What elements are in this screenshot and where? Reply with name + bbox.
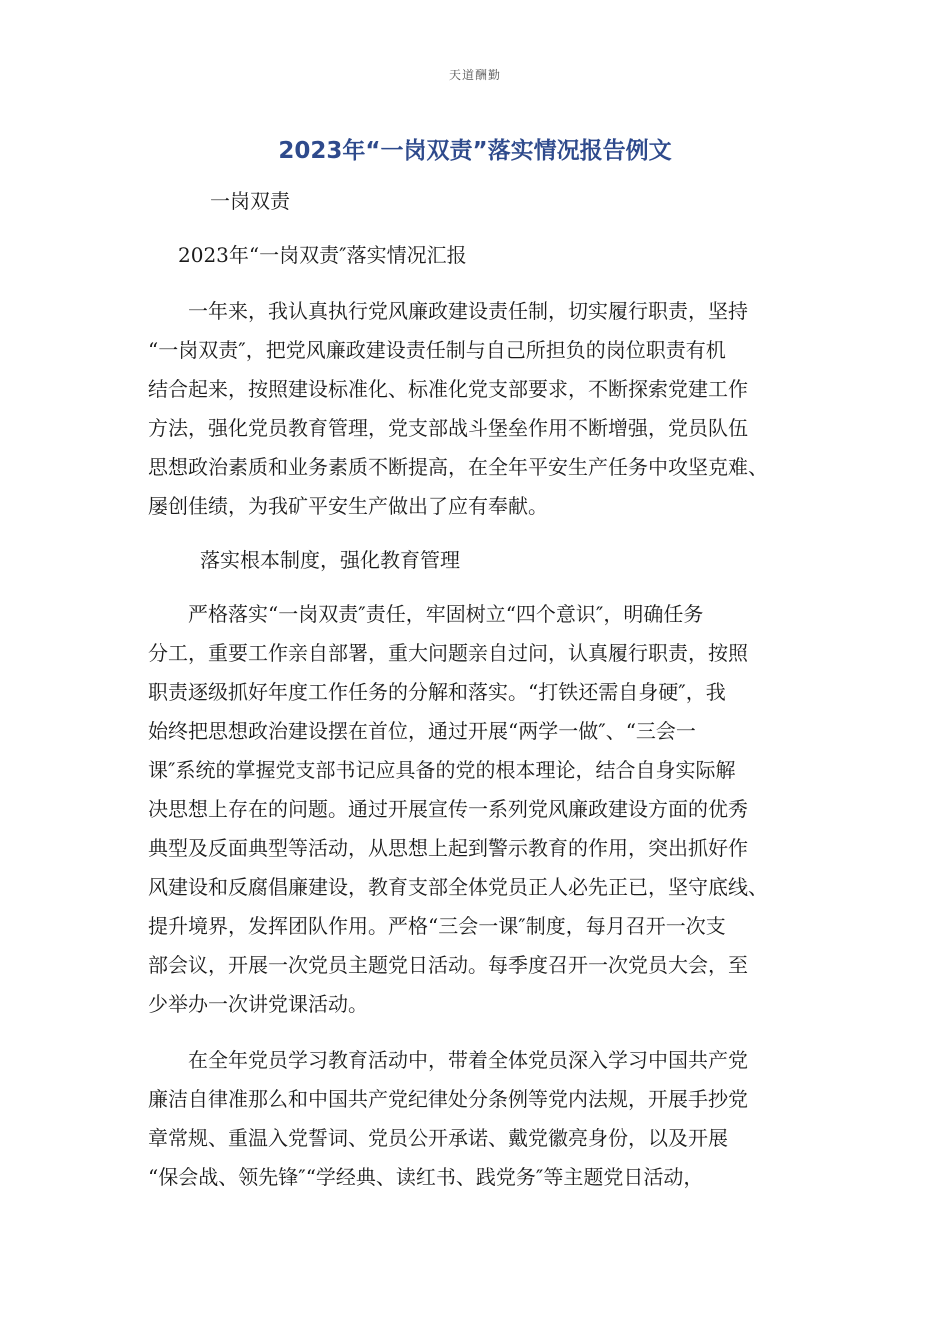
paragraph-line: 方法，强化党员教育管理，党支部战斗堡垒作用不断增强，党员队伍	[148, 416, 748, 440]
paragraph-line: 始终把思想政治建设摆在首位，通过开展“两学一做″、“三会一	[148, 719, 696, 743]
subtitle-topic: 一岗双责	[210, 189, 290, 213]
paragraph-line: 严格落实“一岗双责″责任，牢固树立“四个意识″，明确任务	[148, 602, 704, 626]
paragraph-line: 在全年党员学习教育活动中，带着全体党员深入学习中国共产党	[148, 1048, 748, 1072]
paragraph-line: 课″系统的掌握党支部书记应具备的党的根本理论，结合自身实际解	[148, 758, 736, 782]
paragraph-line: 提升境界，发挥团队作用。严格“三会一课″制度，每月召开一次支	[148, 914, 726, 938]
paragraph-line: 决思想上存在的问题。通过开展宣传一系列党风廉政建设方面的优秀	[148, 797, 748, 821]
document-title: 2023年“一岗双责”落实情况报告例文	[278, 138, 672, 164]
paragraph-line: 分工，重要工作亲自部署，重大问题亲自过问，认真履行职责，按照	[148, 641, 748, 665]
subtitle-report: 2023年“一岗双责″落实情况汇报	[178, 243, 467, 267]
paragraph-line: 风建设和反腐倡廉建设，教育支部全体党员正人必先正已，坚守底线、	[148, 875, 768, 899]
paragraph-line: 廉洁自律准那么和中国共产党纪律处分条例等党内法规，开展手抄党	[148, 1087, 748, 1111]
paragraph-line: 屡创佳绩，为我矿平安生产做出了应有奉献。	[148, 494, 548, 518]
paragraph-line: 少举办一次讲党课活动。	[148, 992, 368, 1016]
paragraph-system	[148, 595, 808, 1024]
paragraph-study	[148, 1041, 808, 1197]
page-header: 天道酬勤	[448, 68, 501, 82]
paragraph-line: 章常规、重温入党誓词、党员公开承诺、戴党徽亮身份，以及开展	[148, 1126, 728, 1150]
paragraph-line: 部会议，开展一次党员主题党日活动。每季度召开一次党员大会，至	[148, 953, 748, 977]
section-heading: 落实根本制度，强化教育管理	[200, 548, 460, 572]
paragraph-line: 职责逐级抓好年度工作任务的分解和落实。“打铁还需自身硬″，我	[148, 680, 726, 704]
paragraph-line: 典型及反面典型等活动，从思想上起到警示教育的作用，突出抓好作	[148, 836, 748, 860]
paragraph-line: 结合起来，按照建设标准化、标准化党支部要求，不断探索党建工作	[148, 377, 748, 401]
paragraph-line: 一年来，我认真执行党风廉政建设责任制，切实履行职责，坚持	[148, 299, 748, 323]
paragraph-line: “保会战、领先锋″“学经典、读红书、践党务″等主题党日活动，	[148, 1165, 704, 1189]
paragraph-intro	[148, 292, 808, 526]
paragraph-line: 思想政治素质和业务素质不断提高，在全年平安生产任务中攻坚克难、	[148, 455, 768, 479]
paragraph-line: “一岗双责″，把党风廉政建设责任制与自己所担负的岗位职责有机	[148, 338, 726, 362]
